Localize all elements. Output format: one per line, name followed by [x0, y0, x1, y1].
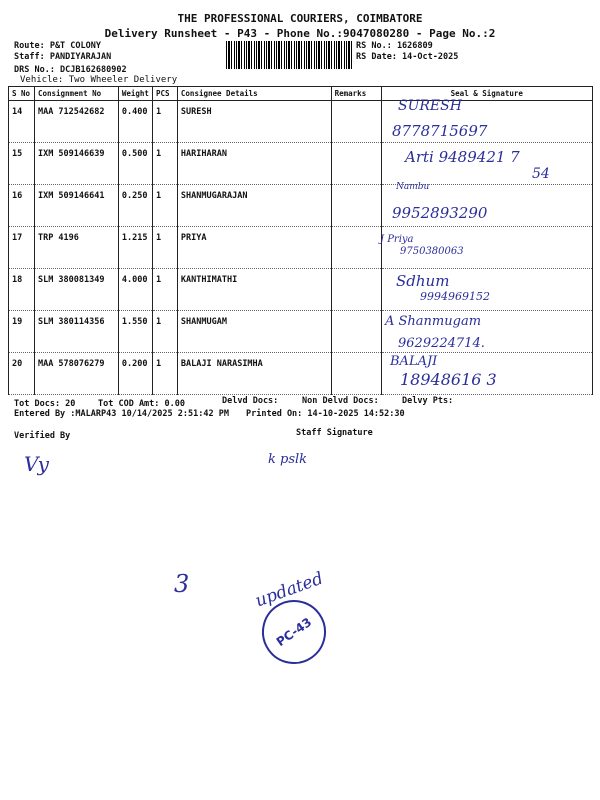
row-consignment: IXM 509146639: [34, 143, 118, 185]
phone-row-16: 9952893290: [392, 204, 488, 222]
row-remarks: [331, 143, 381, 185]
row-consignee: SHANMUGAM: [177, 311, 331, 353]
signature-row-14: SURESH: [398, 98, 462, 114]
row-weight: 0.200: [118, 353, 152, 395]
phone-row-20: 18948616 3: [400, 370, 497, 389]
phone-row-14: 8778715697: [392, 122, 488, 140]
row-remarks: [331, 227, 381, 269]
pc43-stamp: PC-43: [249, 587, 338, 676]
runsheet-table: [8, 86, 593, 395]
row-consignee: KANTHIMATHI: [177, 269, 331, 311]
drs-label: DRS No.: DCJB162680902: [14, 65, 127, 75]
row-weight: 0.250: [118, 185, 152, 227]
row-pcs: 1: [152, 101, 177, 143]
entered-by: Entered By :MALARP43 10/14/2025 2:51:42 PM: [14, 409, 229, 419]
row-sno: 19: [9, 311, 35, 353]
signature-row-19: A Shanmugam: [385, 314, 482, 329]
table-row: [9, 185, 593, 227]
col-consignee: Consignee Details: [177, 87, 331, 101]
row-weight: 1.215: [118, 227, 152, 269]
row-pcs: 1: [152, 185, 177, 227]
row-sno: 18: [9, 269, 35, 311]
row-consignee: BALAJI NARASIMHA: [177, 353, 331, 395]
runsheet-subtitle: Delivery Runsheet - P43 - Phone No.:9047080280 - Page No.:2: [104, 27, 496, 40]
row-sno: 20: [9, 353, 35, 395]
vehicle-label: Vehicle: Two Wheeler Delivery: [20, 75, 178, 85]
row-sno: 14: [9, 101, 35, 143]
rs-date: RS Date: 14-Oct-2025: [356, 52, 459, 62]
handwritten-mark: 3: [174, 570, 190, 598]
printed-on: Printed On: 14-10-2025 14:52:30: [246, 409, 405, 419]
tot-cod: Tot COD Amt: 0.00: [98, 399, 185, 409]
col-remarks: Remarks: [331, 87, 381, 101]
row-remarks: [331, 101, 381, 143]
row-remarks: [331, 311, 381, 353]
row-consignee: HARIHARAN: [177, 143, 331, 185]
row-consignment: MAA 712542682: [34, 101, 118, 143]
signature-row-18: Sdhum: [396, 272, 450, 290]
table-row: [9, 227, 593, 269]
phone-row-19: 9629224714.: [398, 336, 485, 351]
row-remarks: [331, 353, 381, 395]
row-consignment: SLM 380114356: [34, 311, 118, 353]
row-consignment: IXM 509146641: [34, 185, 118, 227]
row-consignee: SURESH: [177, 101, 331, 143]
barcode: [226, 41, 354, 69]
col-weight: Weight: [118, 87, 152, 101]
signature-row-20: BALAJI: [390, 354, 438, 369]
staff-signature: k pslk: [268, 452, 308, 467]
delvd-docs: Delvd Docs:: [222, 396, 279, 406]
col-pcs: PCS: [152, 87, 177, 101]
table-row: [9, 269, 593, 311]
table-row: [9, 353, 593, 395]
phone-row-18: 9994969152: [420, 290, 490, 303]
row-remarks: [331, 185, 381, 227]
non-delvd-docs: Non Delvd Docs:: [302, 396, 379, 406]
staff-label: Staff: PANDIYARAJAN: [14, 52, 112, 62]
company-title: THE PROFESSIONAL COURIERS, COIMBATORE: [177, 12, 423, 25]
delvy-pts: Delvy Pts:: [402, 396, 454, 406]
staff-signature-label: Staff Signature: [296, 428, 373, 438]
row-pcs: 1: [152, 311, 177, 353]
row-pcs: 1: [152, 227, 177, 269]
col-consignment: Consignment No: [34, 87, 118, 101]
row-weight: 4.000: [118, 269, 152, 311]
col-signature: Seal & Signature: [381, 87, 592, 101]
row-pcs: 1: [152, 143, 177, 185]
tot-docs: Tot Docs: 20: [14, 399, 76, 409]
row-consignee: PRIYA: [177, 227, 331, 269]
route-label: Route: P&T COLONY: [14, 41, 101, 51]
phone-row-15: 54: [532, 166, 550, 182]
row-weight: 0.400: [118, 101, 152, 143]
col-sno: S No: [9, 87, 35, 101]
row-weight: 0.500: [118, 143, 152, 185]
table-header-row: [9, 87, 593, 101]
signature-row-16: Nambu: [396, 182, 430, 192]
row-weight: 1.550: [118, 311, 152, 353]
signature-row-15: Arti 9489421 7: [405, 148, 520, 166]
phone-row-17: 9750380063: [400, 246, 464, 257]
row-pcs: 1: [152, 269, 177, 311]
row-pcs: 1: [152, 353, 177, 395]
row-sno: 15: [9, 143, 35, 185]
signature-row-17: J Priya: [380, 234, 414, 245]
row-sno: 17: [9, 227, 35, 269]
updated-note: updated: [252, 568, 326, 612]
row-remarks: [331, 269, 381, 311]
table-row: [9, 101, 593, 143]
row-consignment: TRP 4196: [34, 227, 118, 269]
table-row: [9, 311, 593, 353]
row-consignee: SHANMUGARAJAN: [177, 185, 331, 227]
verified-by: Verified By: [14, 431, 71, 441]
rs-no: RS No.: 1626809: [356, 41, 433, 51]
row-consignment: MAA 578076279: [34, 353, 118, 395]
row-consignment: SLM 380081349: [34, 269, 118, 311]
verified-signature: Vy: [24, 452, 49, 476]
row-sno: 16: [9, 185, 35, 227]
